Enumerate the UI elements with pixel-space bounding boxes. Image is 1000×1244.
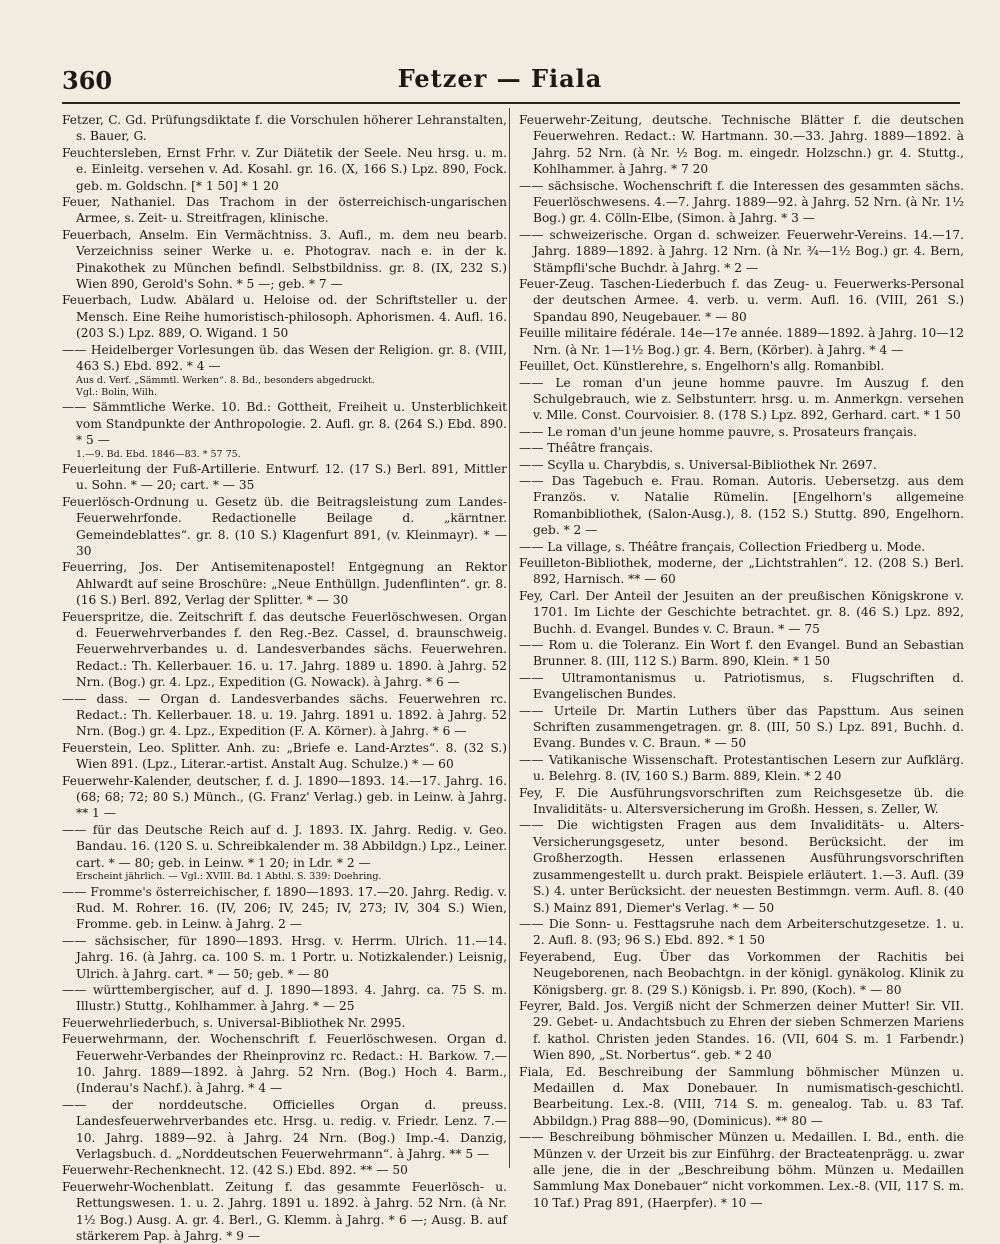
entry: —— Le roman d'un jeune homme pauvre, s. Prosateurs français.	[519, 424, 917, 439]
running-head: Fetzer — Fiala	[397, 64, 603, 93]
entry: Feuchtersleben, Ernst Frhr. v. Zur Diätetik der Seele. Neu hrsg. u. m. e. Einleitg. versehen v. Ad. Kosahl. gr. 16. (X, 166 S.) Lpz. 890, Fock. geb. m. Goldschn. [* 1 50] * 1 20	[62, 145, 507, 193]
entry: Feuerwehr-Wochenblatt. Zeitung f. das gesammte Feuerlösch- u. Rettungswesen. 1. u. 2. Jahrg. 1891 u. 1892. à Jahrg. 52 Nrn. (à Nr. 1½ Bog.) Ausg. A. gr. 4. Berl., G. Klemm. à Jahrg. * 6 —; Ausg. B. auf stärkerem Pap. à Jahrg. * 9 —	[62, 1179, 507, 1244]
entry: Fey, F. Die Ausführungsvorschriften zum Reichsgesetze üb. die Invaliditäts- u. Altersversicherung im Großh. Hessen, s. Zeller, W.	[519, 785, 964, 817]
entry: Feuer-Zeug. Taschen-Liederbuch f. das Zeug- u. Feuerwerks-Personal der deutschen Armee. 4. verb. u. verm. Aufl. 16. (VIII, 261 S.) Spandau 890, Neugebauer. * — 80	[519, 277, 964, 324]
entry: Feuerwehr-Kalender, deutscher, f. d. J. 1890—1893. 14.—17. Jahrg. 16. (68; 68; 72; 80 S.) Münch., (G. Franz' Verlag.) geb. in Leinw. à Jahrg. ** 1 —	[62, 773, 507, 821]
entry: Feuerring, Jos. Der Antisemitenapostel! Entgegnung an Rektor Ahlwardt auf seine Broschüre: „Neue Enthüllgn. Judenflinten“. gr. 8. (16 S.) Berl. 892, Verlag der Splitter. * — 30	[62, 560, 507, 608]
entry: Feuerstein, Leo. Splitter. Anh. zu: „Briefe e. Land-Arztes“. 8. (32 S.) Wien 891. (Lpz., Literar.-artist. Anstalt Aug. Schulze.) * — 60	[62, 740, 507, 772]
entry: —— Fromme's österreichischer, f. 1890—1893. 17.—20. Jahrg. Redig. v. Rud. M. Rohrer. 16. (IV, 206; IV, 245; IV, 273; IV, 304 S.) Wien, Fromme. geb. in Leinw. à Jahrg. 2 —	[62, 884, 507, 932]
entry: —— Théâtre français.	[519, 441, 654, 456]
page-number: 360	[62, 66, 113, 95]
entry: Feuerleitung der Fuß-Artillerie. Entwurf. 12. (17 S.) Berl. 891, Mittler u. Sohn. * — 20; cart. * — 35	[62, 461, 507, 493]
entry: Feuerwehrliederbuch, s. Universal-Bibliothek Nr. 2995.	[62, 1015, 406, 1030]
entry: —— Die Sonn- u. Festtagsruhe nach dem Arbeiterschutzgesetze. 1. u. 2. Aufl. 8. (93; 96 S.) Ebd. 892. * 1 50	[519, 916, 964, 948]
entry: Feuilleton-Bibliothek, moderne, der „Lichtstrahlen“. 12. (208 S.) Berl. 892, Harnisch. ** — 60	[519, 555, 964, 587]
entry: —— Beschreibung böhmischer Münzen u. Medaillen. I. Bd., enth. die Münzen v. der Urzeit bis zur Einführg. der Bracteatenprägg. u. zwar alle jene, die in der „Beschreibung böhm. Münzen u. Medaillen Sammlung Max Donebauer“ nicht vorkommen. Lex.-8. (VII, 117 S. m. 10 Taf.) Prag 891, (Haerpfer). * 10 —	[519, 1130, 964, 1210]
entry: —— sächsischer, für 1890—1893. Hrsg. v. Herrm. Ulrich. 11.—14. Jahrg. 16. (à Jahrg. ca. 100 S. m. 1 Portr. u. Notizkalender.) Leisnig, Ulrich. à Jahrg. cart. * — 50; geb. * — 80	[62, 933, 507, 981]
footnote: 1.—9. Bd. Ebd. 1846—83. * 57 75.	[76, 448, 241, 460]
entry: Feyrer, Bald. Jos. Vergiß nicht der Schmerzen deiner Mutter! Sir. VII. 29. Gebet- u. Andachtsbuch zu Ehren der sieben Schmerzen Mariens f. kathol. Christen jeden Standes. 16. (VII, 604 S. m. 1 Farbendr.) Wien 890, „St. Norbertus“. geb. * 2 40	[519, 998, 964, 1063]
entry: Feyerabend, Eug. Über das Vorkommen der Rachitis bei Neugeborenen, nach Beobachtgn. in der königl. gynäkolog. Klinik zu Königsberg. gr. 8. (29 S.) Königsb. i. Pr. 890, (Koch). * — 80	[519, 949, 964, 997]
footnote: Erscheint jährlich. — Vgl.: XVIII. Bd. 1 Abthl. S. 339: Doehring.	[76, 871, 382, 883]
entry: —— Le roman d'un jeune homme pauvre. Im Auszug f. den Schulgebrauch, wie z. Selbstunterr. hrsg. u. m. Anmerkgn. versehen v. Mlle. Const. Courvoisier. 8. (178 S.) Lpz. 892, Gerhard. cart. * 1 50	[519, 375, 964, 423]
entry: —— Die wichtigsten Fragen aus dem Invaliditäts- u. Alters-Versicherungsgesetz, unter besond. Berücksicht. der im Großherzogth. Hessen erlassenen Ausführungsvorschriften zusammengestellt u. durch prakt. Beispiele erläutert. 1.—3. Aufl. (39 S.) 4. unter Berücksicht. der neuesten Bestimmgn. verm. Aufl. 8. (40 S.) Mainz 891, Diemer's Verlag. * — 50	[519, 818, 964, 915]
entry: —— der norddeutsche. Officielles Organ d. preuss. Landesfeuerwehrverbandes etc. Hrsg. u. redig. v. Friedr. Lenz. 7.—10. Jahrg. 1889—92. à Jahrg. 24 Nrn. (Bog.) Imp.-4. Danzig, Verlagsbuch. d. „Norddeutschen Feuerwehrmann“. à Jahrg. ** 5 —	[62, 1097, 507, 1161]
entry: —— Sämmtliche Werke. 10. Bd.: Gottheit, Freiheit u. Unsterblichkeit vom Standpunkte der Anthropologie. 2. Aufl. gr. 8. (264 S.) Ebd. 890. * 5 —	[62, 400, 507, 448]
entry: —— für das Deutsche Reich auf d. J. 1893. IX. Jahrg. Redig. v. Geo. Bandau. 16. (120 S. u. Schreibkalender m. 38 Abbildgn.) Lpz., Leiner. cart. * — 80; geb. in Leinw. * 1 20; in Ldr. * 2 —	[62, 822, 507, 870]
entry: —— sächsische. Wochenschrift f. die Interessen des gesammten sächs. Feuerlöschwesens. 4.—7. Jahrg. 1889—92. à Jahrg. 52 Nrn. (à Nr. 1½ Bog.) gr. 4. Cölln-Elbe, (Simon. à Jahrg. * 3 —	[519, 178, 964, 226]
left-column	[62, 112, 507, 1244]
right-column	[519, 112, 964, 1211]
footnote: Vgl.: Bolin, Wilh.	[76, 386, 157, 398]
entry: Feuer, Nathaniel. Das Trachom in der österreichisch-ungarischen Armee, s. Zeit- u. Streitfragen, klinische.	[62, 195, 507, 226]
entry: Feuerwehrmann, der. Wochenschrift f. Feuerlöschwesen. Organ d. Feuerwehr-Verbandes der Rheinprovinz rc. Redact.: H. Barkow. 7.—10. Jahrg. 1889—1892. à Jahrg. 52 Nrn. (Bog.) Hoch 4. Barm., (Inderau's Nachf.). à Jahrg. * 4 —	[62, 1032, 507, 1096]
entry: —— Vatikanische Wissenschaft. Protestantischen Lesern zur Aufklärg. u. Belehrg. 8. (IV, 160 S.) Barm. 889, Klein. * 2 40	[519, 752, 964, 784]
entry: Feuerspritze, die. Zeitschrift f. das deutsche Feuerlöschwesen. Organ d. Feuerwehrverbandes f. den Reg.-Bez. Cassel, d. braunschweig. Feuerwehrverbandes u. d. Landesverbandes sächs. Feuerwehren. Redact.: Th. Kellerbauer. 16. u. 17. Jahrg. 1889 u. 1890. à Jahrg. 52 Nrn. (Bog.) gr. 4. Lpz., Expedition (G. Nowack). à Jahrg. * 6 —	[62, 609, 507, 690]
entry: —— Ultramontanismus u. Patriotismus, s. Flugschriften d. Evangelischen Bundes.	[519, 670, 964, 702]
entry: Feuerlösch-Ordnung u. Gesetz üb. die Beitragsleistung zum Landes-Feuerwehrfonde. Redactionelle Beilage d. „kärntner. Gemeindeblattes“. gr. 8. (10 S.) Klagenfurt 891, (v. Kleinmayr). * — 30	[62, 494, 507, 558]
entry: Fetzer, C. Gd. Prüfungsdiktate f. die Vorschulen höherer Lehranstalten, s. Bauer, G.	[62, 113, 507, 144]
entry: Fey, Carl. Der Anteil der Jesuiten an der preußischen Königskrone v. 1701. Im Lichte der Geschichte betrachtet. gr. 8. (46 S.) Lpz. 892, Buchh. d. Evangel. Bundes v. C. Braun. * — 75	[519, 588, 964, 636]
entry: —— Scylla u. Charybdis, s. Universal-Bibliothek Nr. 2697.	[519, 457, 877, 472]
entry: —— Heidelberger Vorlesungen üb. das Wesen der Religion. gr. 8. (VIII, 463 S.) Ebd. 892. * 4 —	[62, 342, 507, 374]
entry: Feuerwehr-Rechenknecht. 12. (42 S.) Ebd. 892. ** — 50	[62, 1163, 408, 1178]
entry: Feuerbach, Ludw. Abälard u. Heloise od. der Schriftsteller u. der Mensch. Eine Reihe humoristisch-philosoph. Aphorismen. 4. Aufl. 16. (203 S.) Lpz. 889, O. Wigand. 1 50	[62, 293, 507, 341]
footnote: Aus d. Verf. „Sämmtl. Werken“. 8. Bd., besonders abgedruckt.	[76, 374, 375, 386]
entry: —— Urteile Dr. Martin Luthers über das Papsttum. Aus seinen Schriften zusammengetragen. gr. 8. (III, 50 S.) Lpz. 891, Buchh. d. Evang. Bundes v. C. Braun. * — 50	[519, 703, 964, 751]
entry: —— württembergischer, auf d. J. 1890—1893. 4. Jahrg. ca. 75 S. m. Illustr.) Stuttg., Kohlhammer. à Jahrg. * — 25	[62, 982, 507, 1014]
entry: Feuillet, Oct. Künstlerehre, s. Engelhorn's allg. Romanbibl.	[519, 359, 885, 374]
column-divider	[509, 108, 510, 1168]
entry: —— dass. — Organ d. Landesverbandes sächs. Feuerwehren rc. Redact.: Th. Kellerbauer. 18. u. 19. Jahrg. 1891 u. 1892. à Jahrg. 52 Nrn. (Bog.) gr. 4. Lpz., Expedition (F. A. Körner). à Jahrg. * 6 —	[62, 691, 507, 739]
entry: —— La village, s. Théâtre français, Collection Friedberg u. Mode.	[519, 539, 926, 554]
entry: Feuerwehr-Zeitung, deutsche. Technische Blätter f. die deutschen Feuerwehren. Redact.: W. Hartmann. 30.—33. Jahrg. 1889—1892. à Jahrg. 52 Nrn. (à Nr. ½ Bog. m. eingedr. Holzschn.) gr. 4. Stuttg., Kohlhammer. à Jahrg. * 7 20	[519, 113, 964, 177]
entry: Feuerbach, Anselm. Ein Vermächtniss. 3. Aufl., m. dem neu bearb. Verzeichniss seiner Werke u. e. Photograv. nach e. in der k. Pinakothek zu München befindl. Selbstbildniss. gr. 8. (IX, 232 S.) Wien 890, Gerold's Sohn. * 5 —; geb. * 7 —	[62, 227, 507, 292]
entry: —— schweizerische. Organ d. schweizer. Feuerwehr-Vereins. 14.—17. Jahrg. 1889—1892. à Jahrg. 12 Nrn. (à Nr. ¾—1½ Bog.) gr. 4. Bern, Stämpfli'sche Buchdr. à Jahrg. * 2 —	[519, 227, 964, 275]
header-rule	[62, 102, 960, 104]
entry: Fiala, Ed. Beschreibung der Sammlung böhmischer Münzen u. Medaillen d. Max Donebauer. In numismatisch-geschichtl. Bearbeitung. Lex.-8. (VIII, 714 S. m. genealog. Tab. u. 83 Taf. Abbildgn.) Prag 888—90, (Dominicus). ** 80 —	[519, 1064, 964, 1128]
entry: —— Rom u. die Toleranz. Ein Wort f. den Evangel. Bund an Sebastian Brunner. 8. (III, 112 S.) Barm. 890, Klein. * 1 50	[519, 638, 964, 669]
entry: —— Das Tagebuch e. Frau. Roman. Autoris. Uebersetzg. aus dem Französ. v. Natalie Rümelin. [Engelhorn's allgemeine Romanbibliothek, (Salon-Ausg.), 8. (152 S.) Stuttg. 890, Engelhorn. geb. * 2 —	[519, 473, 964, 538]
entry: Feuille militaire fédérale. 14e—17e année. 1889—1892. à Jahrg. 10—12 Nrn. (à Nr. 1—1½ Bog.) gr. 4. Bern, (Körber). à Jahrg. * 4 —	[519, 326, 964, 357]
